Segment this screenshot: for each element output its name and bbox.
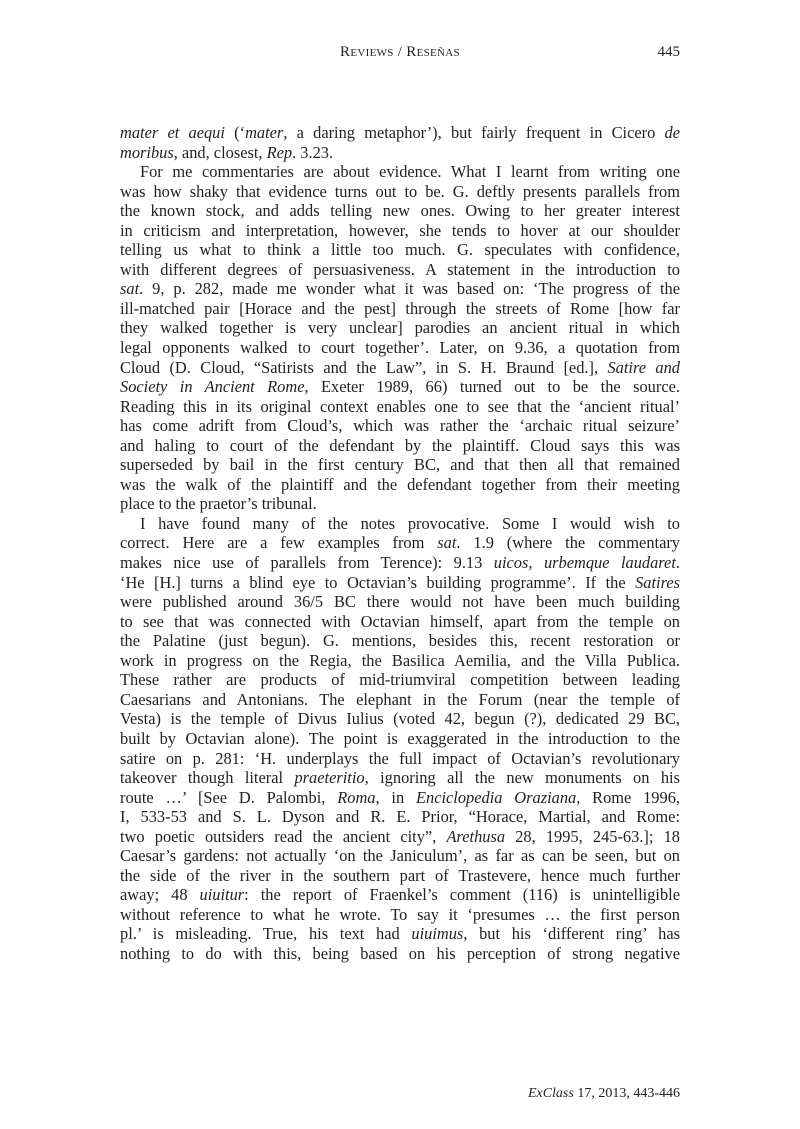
- italic-text: mater et aequi: [120, 123, 225, 142]
- text-run: 28, 1995, 245-63.]; 18: [505, 826, 680, 846]
- italic-text: sat: [437, 533, 457, 553]
- text-run: without reference to what he wrote. To say it ‘presumes … the first person: [120, 904, 680, 924]
- text-run: , Exeter 1989, 66) turned out to be the source.: [304, 377, 680, 397]
- text-line: [120, 533, 680, 553]
- text-line: [120, 768, 680, 788]
- page-number: 445: [657, 44, 680, 60]
- text-run: . 9, p. 282, made me wonder what it was based on: ‘The progress of the: [139, 279, 680, 299]
- text-run: , a daring metaphor’), but fairly frequent in Cicero: [283, 123, 665, 142]
- text-run: makes nice use of parallels from Terence): 9.13: [120, 553, 494, 573]
- text-run: was how shaky that evidence turns out to be. G. deftly presents parallels from: [120, 181, 680, 201]
- text-run: away; 48: [120, 885, 200, 905]
- text-run: in criticism and interpretation, however, she tends to hover at our shoulder: [120, 220, 680, 240]
- text-run: ill-matched pair [Horace and the pest] through the streets of Rome [how far: [120, 298, 680, 318]
- text-run: pl.’ is misleading. True, his text had: [120, 924, 412, 944]
- text-line: [120, 749, 680, 769]
- text-line: [120, 905, 680, 925]
- text-line: [120, 416, 680, 436]
- text-run: work in progress on the Regia, the Basilica Aemilia, and the Villa Publica.: [120, 650, 680, 670]
- italic-text: uiuimus: [411, 924, 464, 944]
- text-run: and haling to court of the defendant by the plaintiff. Cloud says this was: [120, 435, 680, 455]
- text-line: [120, 944, 680, 964]
- text-run: telling us what to think a little too much. G. speculates with confidence,: [120, 240, 680, 260]
- italic-text: Satire and: [607, 357, 680, 377]
- text-run: has come adrift from Cloud’s, which was rather the ‘archaic ritual seizure’: [120, 416, 680, 436]
- italic-text: uiuitur: [199, 885, 245, 905]
- text-line: [120, 377, 680, 397]
- text-run: For me commentaries are about evidence. What I learnt from writing one: [140, 162, 680, 182]
- text-line: [120, 885, 680, 905]
- text-line: [120, 651, 680, 671]
- text-run: , ignoring all the new monuments on his: [364, 768, 680, 788]
- text-line: [120, 279, 680, 299]
- text-line: [120, 455, 680, 475]
- journal-name: ExClass: [527, 1086, 574, 1101]
- text-line: [120, 338, 680, 358]
- text-line: [120, 846, 680, 866]
- text-run: .: [675, 553, 680, 573]
- text-line: [120, 573, 680, 593]
- text-line: [120, 475, 680, 495]
- text-run: I, 533-53 and S. L. Dyson and R. E. Prior, “Horace, Martial, and Rome:: [120, 807, 680, 827]
- text-run: built by Octavian alone). The point is exaggerated in the introduction to the: [120, 728, 680, 748]
- text-line: [120, 709, 680, 729]
- italic-text: uicos, urbemque laudaret: [493, 553, 676, 573]
- text-run: , and, closest,: [173, 142, 267, 162]
- text-line: [120, 494, 680, 514]
- text-line: [120, 631, 680, 651]
- italic-text: praeteritio: [294, 768, 365, 788]
- text-run: Vesta) is the temple of Divus Iulius (voted 42, begun (?), dedicated 29 BC,: [120, 709, 680, 729]
- text-line: [120, 358, 680, 378]
- text-run: were published around 36/5 BC there would not have been much building: [120, 592, 680, 612]
- text-run: Cloud (D. Cloud, “Satirists and the Law”, in S. H. Braund [ed.],: [120, 357, 608, 377]
- text-line: [120, 592, 680, 612]
- citation-details: 17, 2013, 443-446: [573, 1086, 680, 1101]
- italic-text: Enciclopedia Oraziana: [415, 787, 577, 807]
- section-title: Reviews / Reseñas: [340, 44, 460, 60]
- italic-text: mater: [245, 123, 284, 142]
- text-line: [120, 670, 680, 690]
- text-run: Reading this in its original context enables one to see that the ‘ancient ritual’: [120, 396, 680, 416]
- body-text: [120, 123, 680, 964]
- text-run: with different degrees of persuasiveness. A statement in the introduction to: [120, 259, 680, 279]
- text-run: was the walk of the plaintiff and the defendant together from their meeting: [120, 474, 680, 494]
- text-line: [120, 514, 680, 534]
- text-run: takeover though literal: [120, 768, 295, 788]
- text-run: ‘He [H.] turns a blind eye to Octavian’s building programme’. If the: [120, 572, 636, 592]
- text-run: satire on p. 281: ‘H. underplays the full impact of Octavian’s revolutionary: [120, 748, 680, 768]
- text-run: two poetic outsiders read the ancient city”,: [120, 826, 447, 846]
- text-run: legal opponents walked to court together’. Later, on 9.36, a quotation from: [120, 338, 680, 358]
- italic-text: moribus: [120, 142, 174, 162]
- text-line: [120, 729, 680, 749]
- text-line: [120, 397, 680, 417]
- text-line: [120, 299, 680, 319]
- text-run: the side of the river in the southern part of Trastevere, hence much further: [120, 865, 680, 885]
- journal-citation: [528, 1086, 680, 1102]
- text-line: [120, 866, 680, 886]
- text-run: place to the praetor’s tribunal.: [120, 494, 317, 514]
- text-line: [120, 123, 680, 143]
- text-line: [120, 162, 680, 182]
- text-line: [120, 612, 680, 632]
- text-line: [120, 260, 680, 280]
- text-run: These rather are products of mid-triumviral competition between leading: [120, 670, 680, 690]
- text-line: [120, 827, 680, 847]
- text-line: [120, 182, 680, 202]
- text-run: : the report of Fraenkel’s comment (116) is unintelligible: [244, 885, 680, 905]
- text-line: [120, 318, 680, 338]
- text-run: I have found many of the notes provocative. Some I would wish to: [140, 513, 680, 533]
- text-run: superseded by bail in the first century BC, and that then all that remained: [120, 455, 680, 475]
- text-line: [120, 221, 680, 241]
- text-run: Caesar’s gardens: not actually ‘on the Janiculum’, as far as can be seen, but on: [120, 846, 680, 866]
- text-run: they walked together is very unclear] parodies an ancient ritual in which: [120, 318, 680, 338]
- text-line: [120, 807, 680, 827]
- italic-text: Rep: [266, 142, 293, 162]
- text-run: Caesarians and Antonians. The elephant in the Forum (near the temple of: [120, 689, 680, 709]
- text-run: nothing to do with this, being based on his perception of strong negative: [120, 943, 680, 963]
- text-run: route …’ [See D. Palombi,: [120, 787, 338, 807]
- italic-text: Roma: [337, 787, 376, 807]
- text-line: [120, 143, 680, 163]
- italic-text: Society in Ancient Rome: [120, 377, 305, 397]
- text-line: [120, 924, 680, 944]
- italic-text: Arethusa: [446, 826, 506, 846]
- text-run: , in: [375, 787, 416, 807]
- text-line: [120, 788, 680, 808]
- italic-text: de: [664, 123, 680, 142]
- text-run: , but his ‘different ring’ has: [463, 924, 680, 944]
- text-line: [120, 690, 680, 710]
- text-line: [120, 553, 680, 573]
- text-run: (‘: [224, 123, 246, 142]
- italic-text: sat: [120, 279, 140, 299]
- text-line: [120, 436, 680, 456]
- text-run: correct. Here are a few examples from: [120, 533, 438, 553]
- text-line: [120, 240, 680, 260]
- text-line: [120, 201, 680, 221]
- text-run: to see that was connected with Octavian himself, apart from the temple on: [120, 611, 680, 631]
- italic-text: Satires: [635, 572, 680, 592]
- text-run: . 3.23.: [292, 142, 334, 162]
- text-run: the Palatine (just begun). G. mentions, besides this, recent restoration or: [120, 631, 680, 651]
- text-run: . 1.9 (where the commentary: [456, 533, 680, 553]
- text-run: the known stock, and adds telling new ones. Owing to her greater interest: [120, 201, 680, 221]
- text-run: , Rome 1996,: [576, 787, 680, 807]
